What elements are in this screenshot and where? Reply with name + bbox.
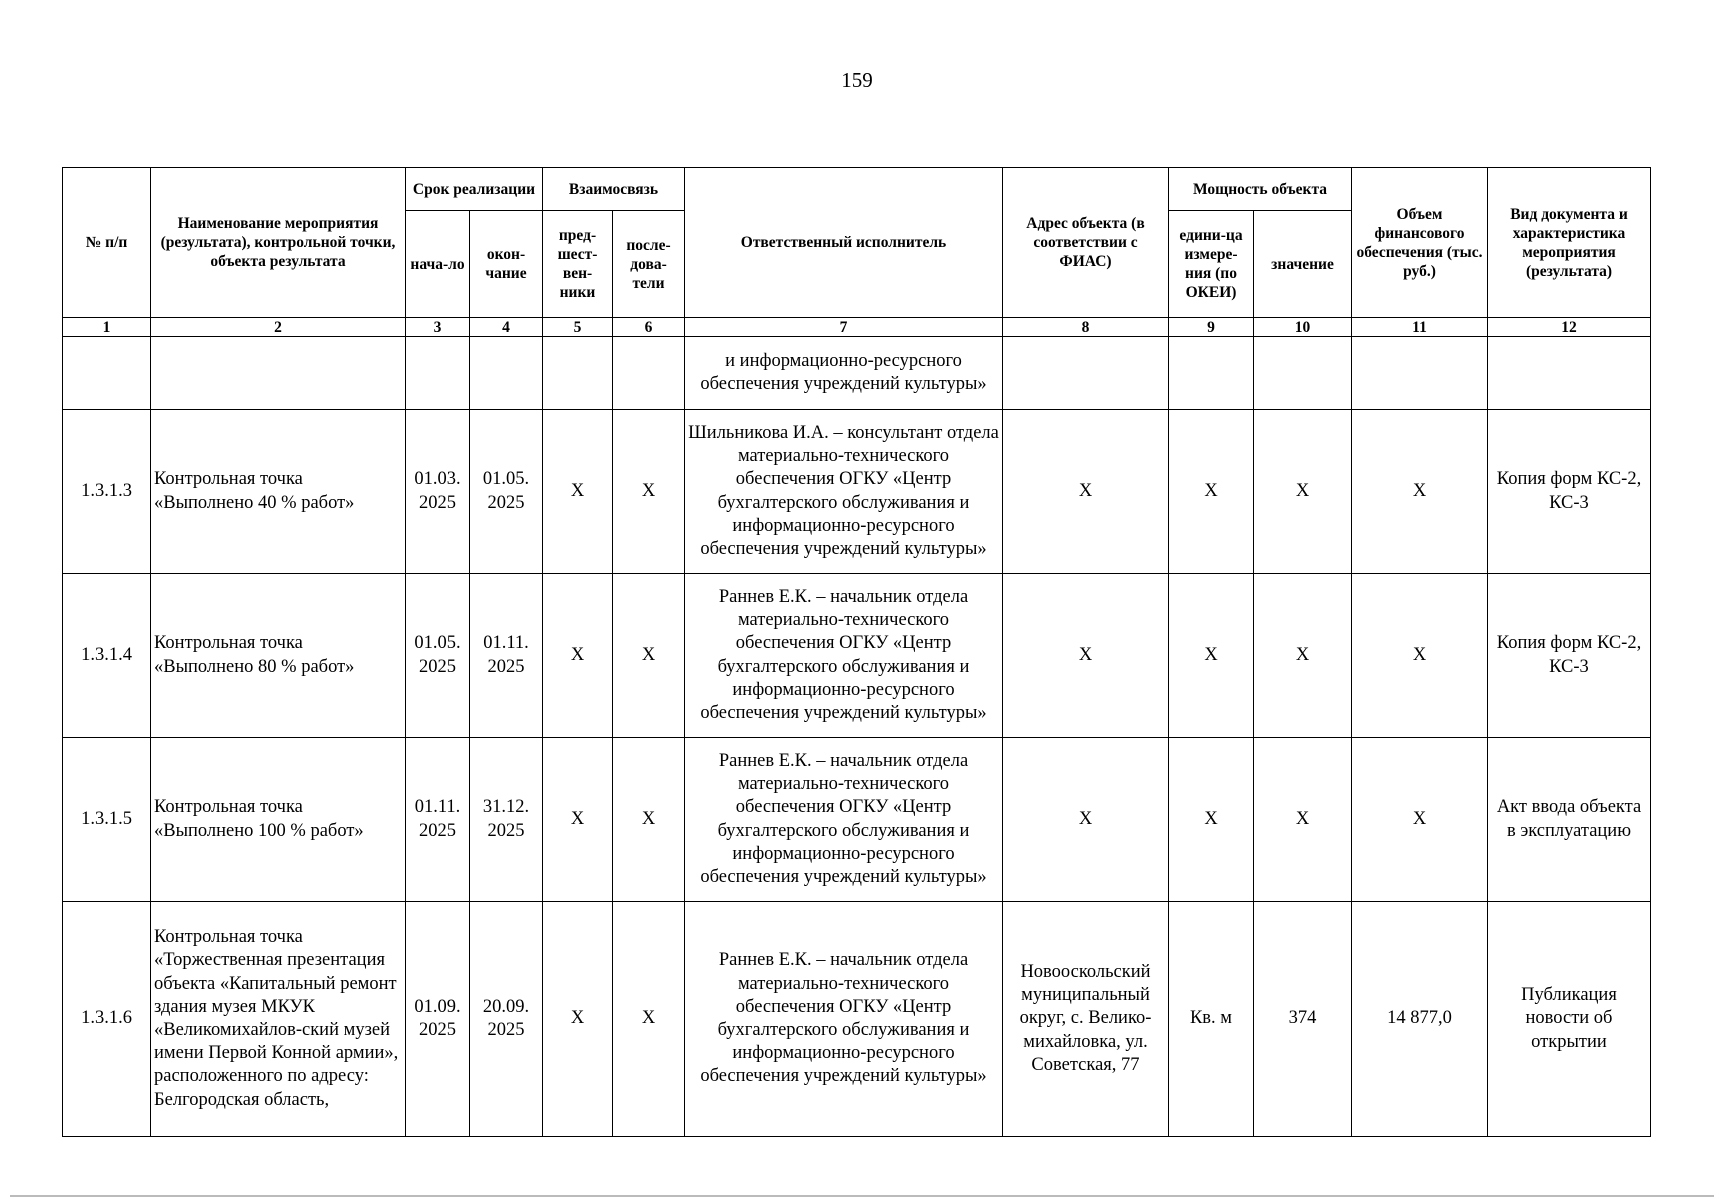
page-number: 159	[841, 68, 873, 92]
cell-executor: Раннев Е.К. – начальник отдела материально-технического обеспечения ОГКУ «Центр бухгалтерского обслуживания и информационно-ресурсного обеспечения учреждений культуры»	[685, 738, 1003, 902]
cell-start: 01.03. 2025	[406, 410, 470, 574]
header-end: окон-чание	[470, 211, 543, 318]
cell-num: 1.3.1.5	[63, 738, 151, 902]
header-executor: Ответственный исполнитель	[685, 168, 1003, 318]
column-number: 8	[1003, 318, 1169, 337]
cell-unit	[1169, 337, 1254, 410]
page-bottom-edge	[10, 1195, 1714, 1197]
table-row	[63, 410, 1651, 574]
cell-predecessors	[543, 337, 613, 410]
column-number: 4	[470, 318, 543, 337]
cell-doc: Копия форм КС-2, КС-3	[1488, 410, 1651, 574]
cell-value	[1254, 337, 1352, 410]
cell-successors: Х	[613, 738, 685, 902]
header-num: № п/п	[63, 168, 151, 318]
header-doc-type: Вид документа и характеристика мероприятия (результата)	[1488, 168, 1651, 318]
column-number: 10	[1254, 318, 1352, 337]
header-address: Адрес объекта (в соответствии с ФИАС)	[1003, 168, 1169, 318]
plan-table	[62, 167, 1651, 1137]
cell-num: 1.3.1.4	[63, 574, 151, 738]
cell-finance: Х	[1352, 410, 1488, 574]
header-name: Наименование мероприятия (результата), контрольной точки, объекта результата	[151, 168, 406, 318]
cell-doc: Копия форм КС-2, КС-3	[1488, 574, 1651, 738]
cell-executor: Раннев Е.К. – начальник отдела материально-технического обеспечения ОГКУ «Центр бухгалтерского обслуживания и информационно-ресурсного обеспечения учреждений культуры»	[685, 902, 1003, 1137]
cell-finance: Х	[1352, 738, 1488, 902]
column-number: 11	[1352, 318, 1488, 337]
cell-start: 01.11. 2025	[406, 738, 470, 902]
cell-successors	[613, 337, 685, 410]
cell-start	[406, 337, 470, 410]
column-number: 2	[151, 318, 406, 337]
cell-finance: Х	[1352, 574, 1488, 738]
header-unit: едини-ца измере-ния (по ОКЕИ)	[1169, 211, 1254, 318]
column-number: 12	[1488, 318, 1651, 337]
cell-executor: и информационно-ресурсного обеспечения учреждений культуры»	[685, 337, 1003, 410]
header-predecessors: пред-шест-вен-ники	[543, 211, 613, 318]
cell-num: 1.3.1.6	[63, 902, 151, 1137]
cell-address: Х	[1003, 410, 1169, 574]
cell-name: Контрольная точка «Выполнено 80 % работ»	[151, 574, 406, 738]
table-row	[63, 738, 1651, 902]
cell-predecessors: Х	[543, 574, 613, 738]
cell-finance	[1352, 337, 1488, 410]
header-finance: Объем финансового обеспечения (тыс. руб.)	[1352, 168, 1488, 318]
cell-doc: Публикация новости об открытии	[1488, 902, 1651, 1137]
cell-doc	[1488, 337, 1651, 410]
column-number: 9	[1169, 318, 1254, 337]
cell-name: Контрольная точка «Торжественная презентация объекта «Капитальный ремонт здания музея МКУК «Великомихайлов-ский музей имени Первой Конной армии», расположенного по адресу: Белгородская область,	[151, 902, 406, 1137]
cell-end: 31.12. 2025	[470, 738, 543, 902]
column-number: 3	[406, 318, 470, 337]
cell-finance: 14 877,0	[1352, 902, 1488, 1137]
cell-num	[63, 337, 151, 410]
cell-value: Х	[1254, 738, 1352, 902]
cell-doc: Акт ввода объекта в эксплуатацию	[1488, 738, 1651, 902]
header-value: значение	[1254, 211, 1352, 318]
cell-value: Х	[1254, 574, 1352, 738]
cell-predecessors: Х	[543, 410, 613, 574]
column-number: 7	[685, 318, 1003, 337]
cell-executor: Шильникова И.А. – консультант отдела материально-технического обеспечения ОГКУ «Центр бухгалтерского обслуживания и информационно-ресурсного обеспечения учреждений культуры»	[685, 410, 1003, 574]
cell-address	[1003, 337, 1169, 410]
header-row-1	[63, 168, 1651, 211]
cell-successors: Х	[613, 574, 685, 738]
cell-start: 01.05. 2025	[406, 574, 470, 738]
cell-successors: Х	[613, 410, 685, 574]
header-successors: после-дова-тели	[613, 211, 685, 318]
cell-executor: Раннев Е.К. – начальник отдела материально-технического обеспечения ОГКУ «Центр бухгалтерского обслуживания и информационно-ресурсного обеспечения учреждений культуры»	[685, 574, 1003, 738]
cell-address: Новооскольский муниципальный округ, с. Велико-михайловка, ул. Советская, 77	[1003, 902, 1169, 1137]
cell-num: 1.3.1.3	[63, 410, 151, 574]
column-number-row	[63, 318, 1651, 337]
cell-end: 01.05. 2025	[470, 410, 543, 574]
header-period: Срок реализации	[406, 168, 543, 211]
cell-end: 01.11. 2025	[470, 574, 543, 738]
cell-predecessors: Х	[543, 738, 613, 902]
cell-unit: Х	[1169, 574, 1254, 738]
table-row	[63, 337, 1651, 410]
cell-value: Х	[1254, 410, 1352, 574]
cell-name: Контрольная точка «Выполнено 100 % работ»	[151, 738, 406, 902]
cell-end	[470, 337, 543, 410]
cell-predecessors: Х	[543, 902, 613, 1137]
column-number: 6	[613, 318, 685, 337]
cell-value: 374	[1254, 902, 1352, 1137]
cell-address: Х	[1003, 738, 1169, 902]
cell-unit: Х	[1169, 410, 1254, 574]
header-start: нача-ло	[406, 211, 470, 318]
cell-unit: Кв. м	[1169, 902, 1254, 1137]
cell-successors: Х	[613, 902, 685, 1137]
header-link: Взаимосвязь	[543, 168, 685, 211]
cell-name	[151, 337, 406, 410]
cell-address: Х	[1003, 574, 1169, 738]
cell-unit: Х	[1169, 738, 1254, 902]
header-capacity: Мощность объекта	[1169, 168, 1352, 211]
table-row	[63, 902, 1651, 1137]
table-row	[63, 574, 1651, 738]
cell-name: Контрольная точка «Выполнено 40 % работ»	[151, 410, 406, 574]
cell-start: 01.09. 2025	[406, 902, 470, 1137]
column-number: 5	[543, 318, 613, 337]
column-number: 1	[63, 318, 151, 337]
cell-end: 20.09. 2025	[470, 902, 543, 1137]
